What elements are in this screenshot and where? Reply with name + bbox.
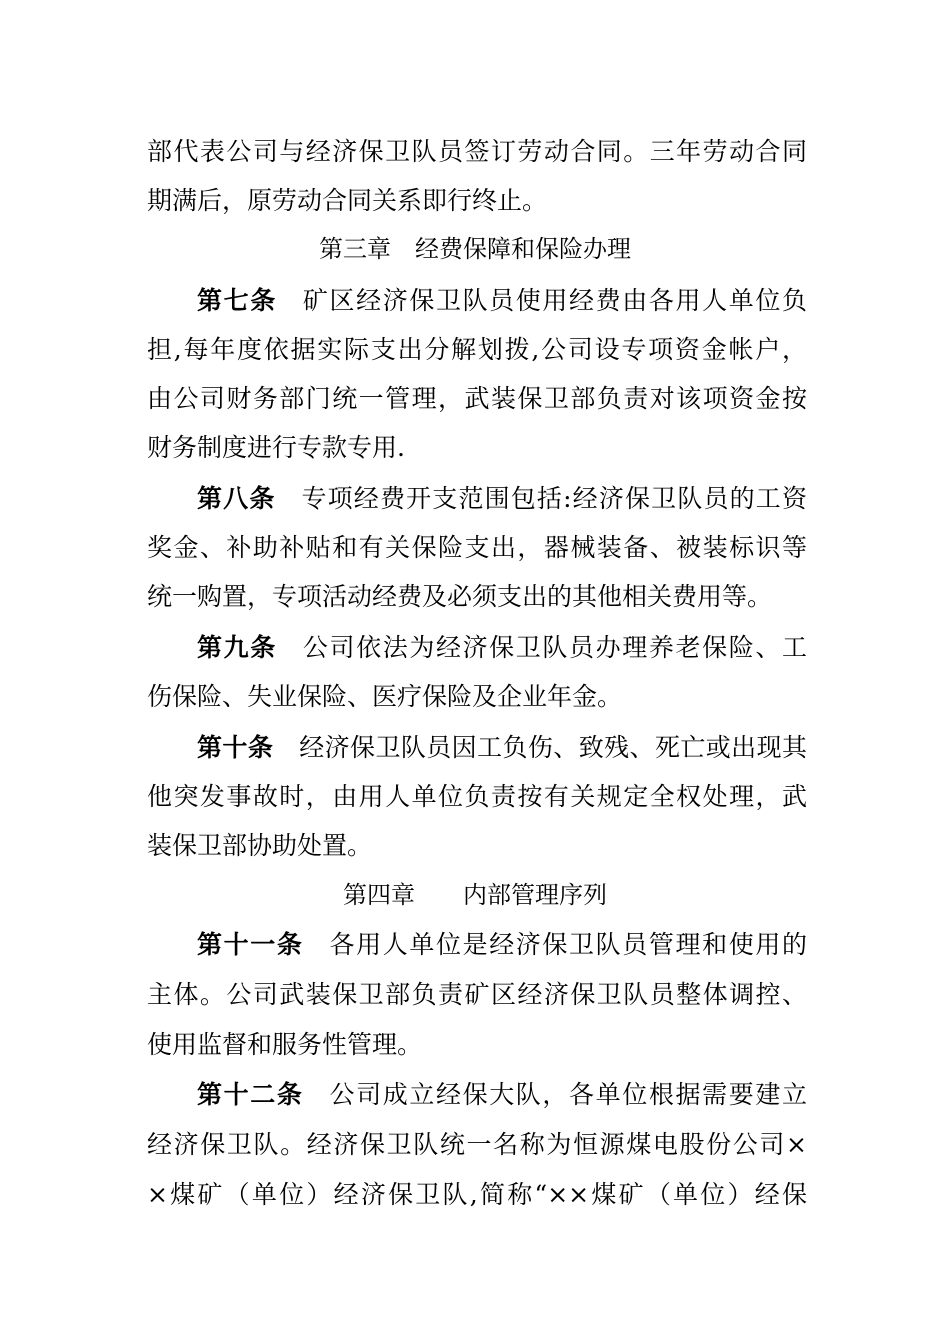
article-11-text: 各用人单位是经济保卫队员管理和使用的 [329,930,807,959]
paragraph-line: 奖金、补助补贴和有关保险支出，器械装备、被装标识等 [147,533,807,562]
paragraph-line: 部代表公司与经济保卫队员签订劳动合同。三年劳动合同 [147,137,807,166]
article-9-line-1 [197,633,807,663]
article-11-label: 第十一条 [197,930,304,959]
article-7-line-1 [197,286,807,316]
chapter-heading: 第四章 内部管理序列 [343,881,607,909]
article-8-label: 第八条 [197,484,276,513]
paragraph-line: 经济保卫队。经济保卫队统一名称为恒源煤电股份公司× [147,1130,807,1159]
article-10-text: 经济保卫队员因工负伤、致残、死亡或出现其 [299,733,807,762]
paragraph-line: 伤保险、失业保险、医疗保险及企业年金。 [147,682,623,711]
article-12-text: 公司成立经保大队，各单位根据需要建立 [329,1080,807,1109]
article-9-text: 公司依法为经济保卫队员办理养老保险、工 [302,633,807,662]
article-10-label: 第十条 [197,733,274,762]
paragraph-line: 担,每年度依据实际支出分解划拨,公司设专项资金帐户， [147,335,807,364]
paragraph-line: ×煤矿（单位）经济保卫队,简称“××煤矿（单位）经保 [147,1180,807,1209]
article-11-line-1 [197,930,807,960]
paragraph-line: 期满后，原劳动合同关系即行终止。 [147,186,548,215]
article-12-label: 第十二条 [197,1080,304,1109]
article-8-text: 专项经费开支范围包括:经济保卫队员的工资 [301,484,807,513]
article-7-label: 第七条 [197,286,277,315]
paragraph-line: 他突发事故时，由用人单位负责按有关规定全权处理，武 [147,782,807,811]
paragraph-line: 统一购置，专项活动经费及必须支出的其他相关费用等。 [147,582,773,611]
article-10-line-1 [197,733,807,763]
paragraph-line: 财务制度进行专款专用. [147,433,405,462]
article-7-text: 矿区经济保卫队员使用经费由各用人单位负 [302,286,807,315]
article-12-line-1 [197,1080,807,1110]
article-9-label: 第九条 [197,633,277,662]
paragraph-line: 由公司财务部门统一管理，武装保卫部负责对该项资金按 [147,384,807,413]
paragraph-line: 装保卫部协助处置。 [147,831,373,860]
article-8-line-1 [197,484,807,514]
paragraph-line: 使用监督和服务性管理。 [147,1030,423,1059]
chapter-heading: 第三章 经费保障和保险办理 [319,235,631,263]
paragraph-line: 主体。公司武装保卫部负责矿区经济保卫队员整体调控、 [147,980,807,1009]
